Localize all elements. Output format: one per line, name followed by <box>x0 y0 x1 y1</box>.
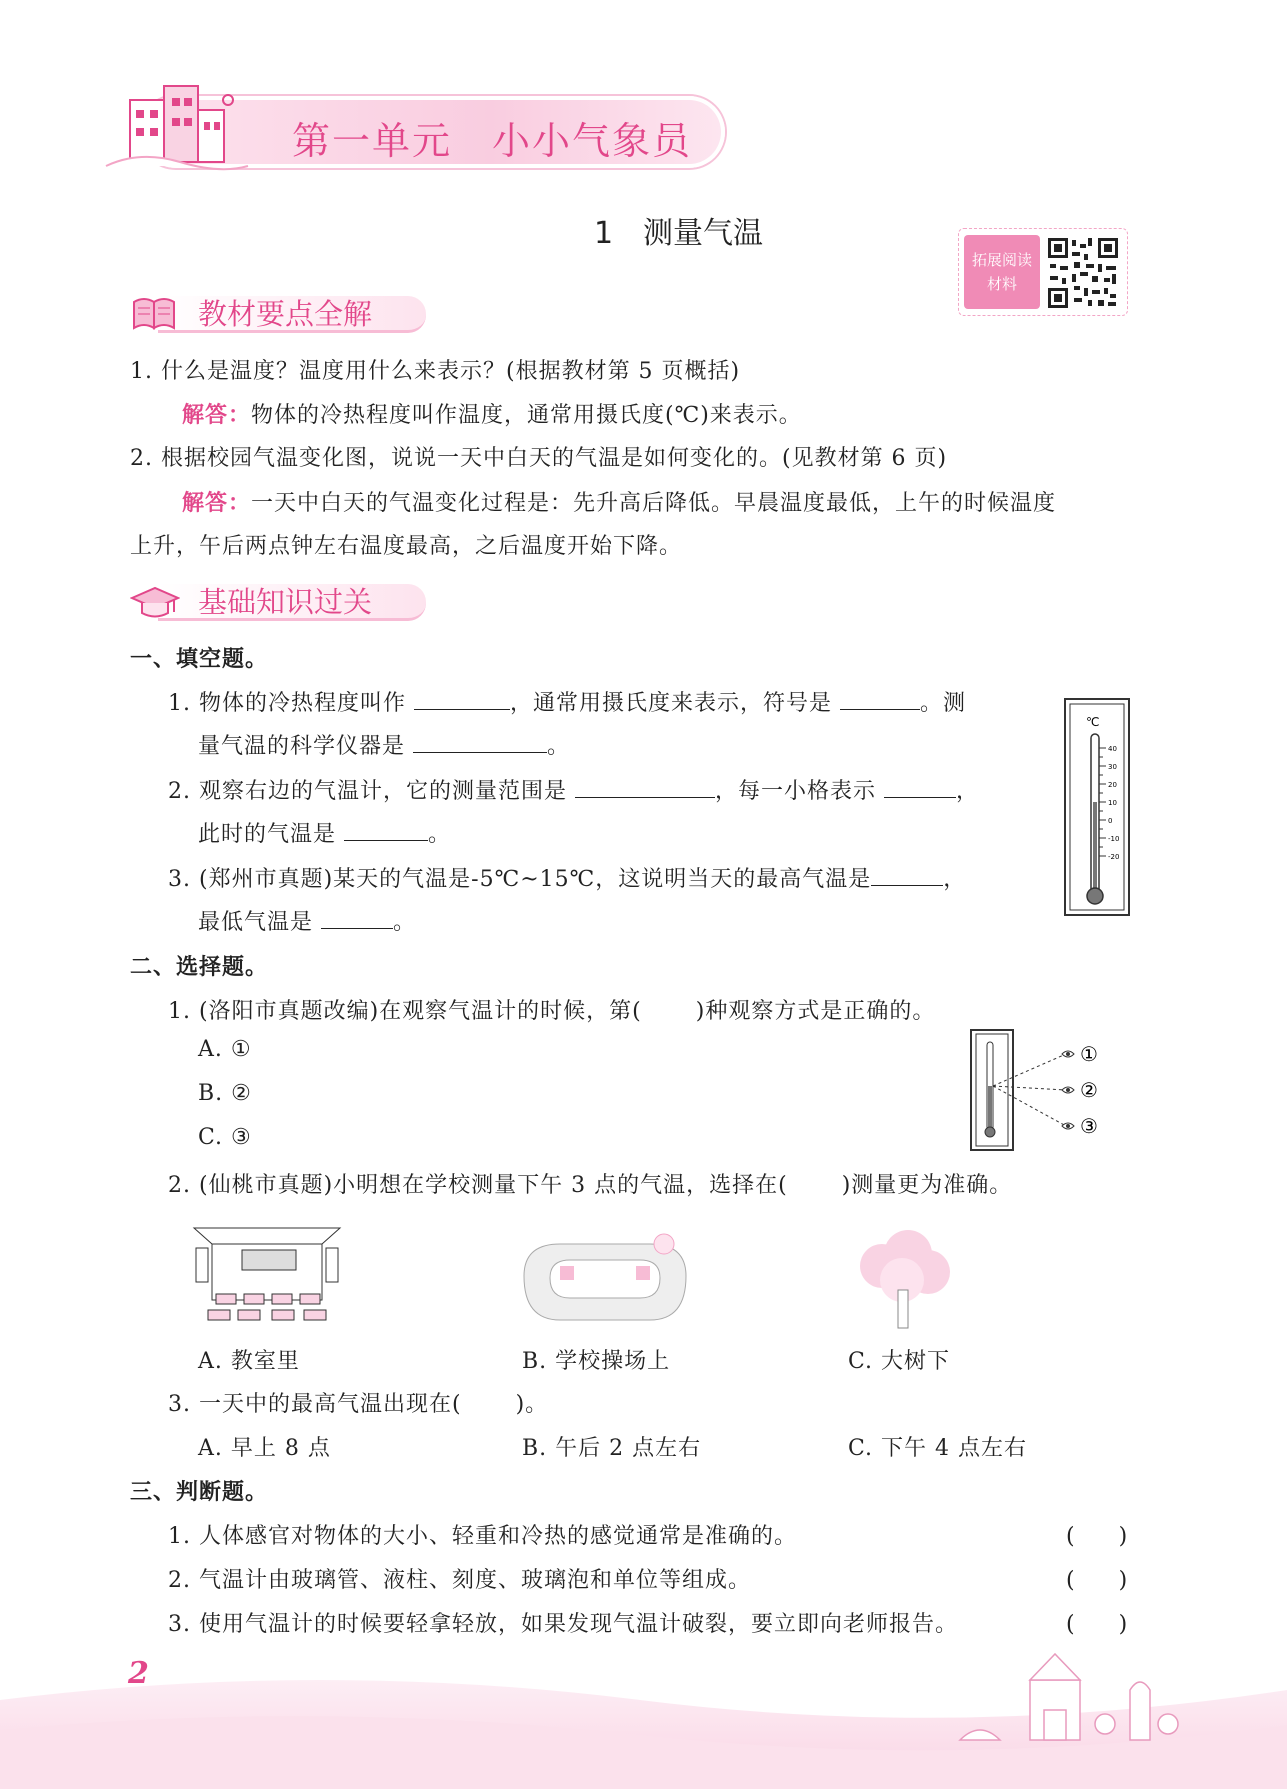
buildings-illustration <box>100 70 250 185</box>
fill-question-2-line-1: 2. 观察右边的气温计，它的测量范围是 ，每一小格表示 ， <box>168 774 979 805</box>
thermometer-bulb <box>1087 888 1103 904</box>
thermometer-liquid <box>1093 802 1097 898</box>
answer-blank[interactable] <box>575 775 715 798</box>
thermometer-tick-label: 40 <box>1108 745 1117 753</box>
answer-blank[interactable] <box>321 906 393 929</box>
thermometer-tick-label: 0 <box>1108 817 1113 825</box>
answer-blank[interactable] <box>414 687 510 710</box>
graduation-cap-icon <box>130 582 180 620</box>
thermometer-tick-label: -20 <box>1108 853 1120 861</box>
viewing-angle-illustration <box>966 1026 1116 1154</box>
answer-blank[interactable] <box>884 775 956 798</box>
lesson-title: 1 测量气温 <box>593 216 764 251</box>
option-a[interactable]: A. 早上 8 点 <box>198 1436 331 1461</box>
section-header-key-points <box>130 290 450 334</box>
thermometer-unit: ℃ <box>1086 715 1100 729</box>
part-heading-fill: 一、填空题。 <box>130 647 269 672</box>
choice-question-1: 1. (洛阳市真题改编)在观察气温计的时候，第( )种观察方式是正确的。 <box>168 999 936 1024</box>
option-b[interactable]: B. 午后 2 点左右 <box>522 1436 702 1461</box>
thermometer-tick-label: 10 <box>1108 799 1117 807</box>
thermometer-tick-label: 30 <box>1108 763 1117 771</box>
section-title: 教材要点全解 <box>198 297 373 331</box>
tree-illustration <box>852 1228 956 1332</box>
qr-code-icon[interactable] <box>1046 236 1120 310</box>
judge-item-3: 3. 使用气温计的时候要轻拿轻放，如果发现气温计破裂，要立即向老师报告。 <box>168 1612 958 1637</box>
thermometer-illustration <box>1064 698 1130 916</box>
fill-question-3-line-2: 最低气温是 。 <box>198 905 416 936</box>
book-icon <box>130 294 178 332</box>
answer-blank[interactable] <box>413 730 547 753</box>
choice-question-2: 2. (仙桃市真题)小明想在学校测量下午 3 点的气温，选择在( )测量更为准确。 <box>168 1173 1013 1198</box>
answer-blank[interactable] <box>871 863 943 886</box>
qr-label: 拓展阅读 材料 <box>964 235 1040 309</box>
answer-1: 解答：物体的冷热程度叫作温度，通常用摄氏度(℃)来表示。 <box>182 403 802 428</box>
answer-label: 解答： <box>182 403 252 428</box>
thermometer-tick-label: 20 <box>1108 781 1117 789</box>
answer-2-line-1: 解答：一天中白天的气温变化过程是：先升高后降低。早晨温度最低，上午的时候温度 <box>182 491 1057 516</box>
answer-blank[interactable] <box>840 687 920 710</box>
eye-label-3: ③ <box>1080 1114 1098 1138</box>
thermometer-tick-label: -10 <box>1108 835 1120 843</box>
classroom-illustration <box>192 1224 342 1328</box>
fill-question-1-line-2: 量气温的科学仪器是 。 <box>198 729 570 760</box>
answer-blank[interactable] <box>344 818 428 841</box>
choice-question-3: 3. 一天中的最高气温出现在( )。 <box>168 1392 549 1417</box>
option-a[interactable]: A. ① <box>198 1037 252 1062</box>
eye-label-1: ① <box>1080 1042 1098 1066</box>
part-heading-judge: 三、判断题。 <box>130 1480 269 1505</box>
option-b[interactable]: B. 学校操场上 <box>522 1349 671 1374</box>
option-b[interactable]: B. ② <box>198 1081 252 1106</box>
question-1: 1. 什么是温度？温度用什么来表示？(根据教材第 5 页概括) <box>130 359 741 384</box>
judge-answer-paren[interactable]: ( ) <box>1066 1524 1128 1549</box>
question-2: 2. 根据校园气温变化图，说说一天中白天的气温是如何变化的。(见教材第 6 页) <box>130 446 948 471</box>
eye-label-2: ② <box>1080 1078 1098 1102</box>
judge-answer-paren[interactable]: ( ) <box>1066 1612 1128 1637</box>
fill-question-2-line-2: 此时的气温是 。 <box>198 817 451 848</box>
unit-title: 第一单元 小小气象员 <box>292 119 693 163</box>
section-header-basics <box>130 578 450 622</box>
footer-wave <box>0 1640 1287 1789</box>
option-c[interactable]: C. 大树下 <box>848 1349 951 1374</box>
answer-label: 解答： <box>182 491 252 516</box>
judge-item-1: 1. 人体感官对物体的大小、轻重和冷热的感觉通常是准确的。 <box>168 1524 797 1549</box>
judge-item-2: 2. 气温计由玻璃管、液柱、刻度、玻璃泡和单位等组成。 <box>168 1568 751 1593</box>
answer-2-line-2: 上升，午后两点钟左右温度最高，之后温度开始下降。 <box>130 534 683 559</box>
page-number: 2 <box>128 1656 149 1691</box>
option-c[interactable]: C. 下午 4 点左右 <box>848 1436 1028 1461</box>
option-c[interactable]: C. ③ <box>198 1125 252 1150</box>
section-title: 基础知识过关 <box>198 585 373 619</box>
fill-question-1-line-1: 1. 物体的冷热程度叫作 ，通常用摄氏度来表示，符号是 。测 <box>168 686 966 717</box>
option-a[interactable]: A. 教室里 <box>198 1349 300 1374</box>
judge-answer-paren[interactable]: ( ) <box>1066 1568 1128 1593</box>
fill-question-3-line-1: 3. (郑州市真题)某天的气温是-5℃~15℃，这说明当天的最高气温是 ， <box>168 862 966 893</box>
eye-icon <box>1062 1051 1074 1129</box>
part-heading-choice: 二、选择题。 <box>130 955 269 980</box>
playground-illustration <box>520 1230 690 1326</box>
